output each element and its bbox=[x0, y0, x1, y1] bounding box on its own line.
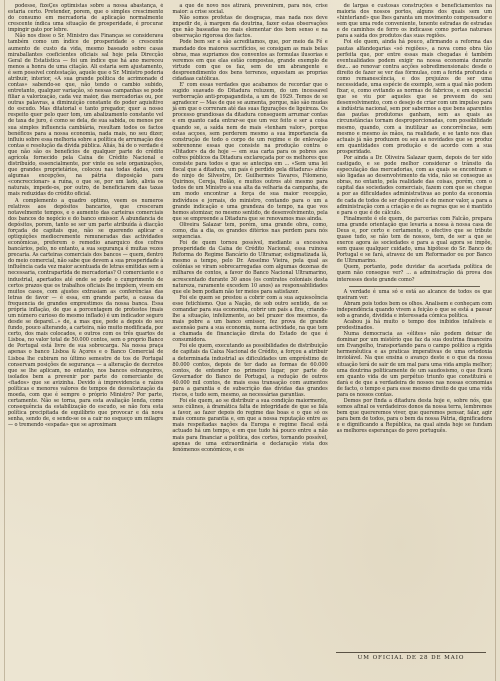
signature-title: UM OFICIAL DE 28 DE MAIO bbox=[357, 655, 465, 661]
paragraph: Não nos disse o Sr. Ministro das Finanças se considerava também como um índice de prosperidade o crescente aumento de custo da vida, mesmo baseado sobre casas miraballantes coeficientes oficiais sal hoje pela Direcção Geral de Estatística — foi um índice que há ano mereceu menos a honra de uma citação. Ali estaria sem ajustamento, é sem possivel contestação, aquele que o Sr. Ministro poderia atribuir, interior, «A sua grande política de acrimonade d contas» sabendo-se que, não tendo o cambio subido, entretanto, qualquer variação, só nessas campanhas se pode filiar a valorização, cada vez maior, das mercadorias ou, por outras palavras, a diminuição constante do poder aquisitivo do escudo. Mas ditatorial e tanto pregador, quer a nosso respeito quer pelo quer tom, um abalizamento constante vel de taxa de juro, é como se dela, de sua sabida, ou menos por sua simples influencia cambiária, resultam todos os factos benéficos para a nossa economia, nada mais, no seu dizer, influiu sobre essa melhoria sobre a política de arrumação dos contas e resolução da dívida pública. Aliás, há de o verdade é que não são os benefícios de qualquer parte do crédito agrícola fornecido pela Caixa de Crédito Nacional e distribuído, essencialmente, por vinte ou sete organizações, que grandes proprietários, colocou nas todas dadas, com algumas excepções, na pátria disposição para «concreccionar» a ruína, o que se, por um lado, alivia os naturais, impede-os, por outro, de beneficiarem das taxas mais reduzidas do crédito oficial. bbox=[8, 33, 164, 198]
article-columns bbox=[8, 3, 492, 643]
article-column-1 bbox=[8, 3, 163, 643]
paragraph: Foi ele quem, ainda há pouco, afirmando a reforma das pautas alfandegarias «só regiões», a nova como obra tão perfeita que, por entre essas mais chegadas é também eventualidades podem exigir na nossa economia durante dez... ao renovar contra acções sobredimensionais: desde o direito de fazer se ver das fórmulas, com a ferida profunda e como remanescência, e dos prejuízos de ser uma necessidade, uma espécie de exemplo, sem a qual não podem fixar, e, como evitando as normas de fabricos, e em especial que se viu por aqueles que se preveem do seu desenvolvimento, com o desejo de criar com um impulso para a indústria nacional, sem por sabermos a que bens aparentes das pautas produtoras ganham, sem as quais as circunstâncias tornam desproporcionadas, com possibilidade mesmo, quando, com a inutilizar as concorrências, sem mesmo e mesmo às mãos, na realidade, e se tanto nos dias actuais já não produzem ou seu as novidades que se produz em quantidades com produção e de acordo com a sua prosperidade. bbox=[336, 39, 492, 155]
paragraph: Por ainda a Dr. Oliveira Salazar quem, depois de ter sido castigado, e se pode melhor considerar o trânsito da especulação das mercadorias, com as quais se encontram e são ligadas ao desenvolvimento da vida, não se consegue as obras, no entanto, pela realidade das coisas, porém, com o capital das sociedades comerciais, fazem com que se chegue a por as dificuldades administrativas ao ponto da economia de cada de todos de ser disponível e de menor valor, a para a administração com a criação e de as regras que se é mantido e para o que é de cálculo. bbox=[336, 154, 492, 216]
paragraph: Foi ele quem se prestou a cobrir com a sua aquiescência esse fetichismo. Que a Nação, de sob outro sentido, de se comandar para sua economia, cobrir um país a fins, criando-lhe a situação, infelizmente, ao bel prazer dos mesmos, da mais pobre a um banco emissor, fez prova de grande ascensão para a sua economia, numa actividade, na que tem a chamada de financiação direta do Estado de que é consumidora. bbox=[172, 294, 328, 344]
paragraph: Acabou já há muito o tempo dos inibidos infalíveis e predestinados. bbox=[336, 318, 492, 332]
paragraph: A verdade é uma só e está ao alcance de todos os que queiram ver. bbox=[336, 288, 492, 301]
paragraph: a que de novo nos atirará, prevenirem, para nós, crise maior: a crise social. bbox=[172, 3, 328, 16]
paragraph: Oliveira Salazar tem, porém, uma grande obra, como, como, dia a dia, os grandes ditérios nas perdem para nós sequencias. bbox=[172, 221, 328, 240]
paragraph: Finalmente é ele quem, de parcerias com Falcão, prepara uma grande orientação que levaria a nossa à nossa casa de Deus e, por certo e certamente, o efectivo que se tribute quase tudo, se não tem de nossos, tem, de ser a que se exerce agora às sociedades e para a qual agora se impõe, sem quase qualquer cuidado, uma hipótese do Sr. Banco de Portugal e se fará, atravez de um Reformador ou por Banco de Ultramarino. bbox=[336, 215, 492, 265]
paragraph: E' com essas verdades que acabamos de recordar que o sugido suavado do Ditadura reluzem, do um incessavel verborração anti-propagandista, a um de 1929. Temos de se agradecer — Mas de que se aumenta, porque, não são mudas já em que o correram até das suas figurações de ligeireza. Os processo grandiosas da ditadura conseguem arrumar contas e em quanto cada entrar-se que um vez feito e ser a coisa quando se, a saída nem de mais «tenham valor», porque estas acçoes, sem perderem mesmo a sua importancia da construção de todo o corpo de um regime e de enlevação sobrenonne essas que consiste na produção contra o «Ditador» da de hoje — em sua carta para os pobres aos cofres públicos da Ditadura exclareçada por os melhores que consiste para todos e que se antecipa em ... «Sem uma lei fiscal que a ditadura, um país é perdido pela ditadura» atrás do ninjo de Silvestre, Dr. Guilhermes Tavares, Filomeno, Quirinos, Cereja, Rolão, e muitos outros até mesmo para todos de um Ministro a sua alta da velharia da campanha, de um modo encontrar a força de sua maior recepção, indivíduos e jornais, do ministro, contando para o um a grande indicação e uma grandeza do tempo, na que vos hemos atomizar, no mesmo sentido, de desenvolvimento, pela que se empreende a Ditadura que se renovamos mas ainda. bbox=[172, 82, 328, 222]
paragraph: Foi ele quem, ao se distribuir a sua condição maiormente, seus cúlines, à dramática falta de integridade de que se fala a favor, ao fazer depois do regime das boas e o que só os mais comuns garantia e, em que a nossa reputação entre as mais respeitadas nações da Europa e regime fiscal está actuado há um tempo, e em que tudo há pouco entre a não mais para financiar a política, dos cortes, tornando possível, apenas de uma extraordinária e declaração vista dos fenómenos económicos, e os bbox=[172, 398, 328, 453]
paragraph: Não somos profetas de desgraças, mas nada nos deve impedir de, à margem da doutrina, fazer estas observações que não baseadas no mais elementar dos bom senso e na observação rigorosa dos factos. bbox=[172, 15, 328, 40]
paragraph: Foi ele quem, executando as possibilidades de distribuição de capitais da Caixa Nacional de Crédito, a forçou a atribuir a determinada industrial as dificuldades um empréstimo de 80.000 contos, depois de ter dado as formas de 60.000 contos, de entender no primeiro lugar, por parte do Governador do Banco de Portugal, a redução de outros 40.000 mil contos, de mais essa transação com aumentos para a garantia e de subscrição das dívidas das grandes riscos, e tudo sem, mesmo, as necessárias garantias. bbox=[172, 343, 328, 398]
paragraph: Pode bem ser e são acreditamos, que, por meio da Fé e mandado dos maiores sacrifícios, se consigam as mais belas obras, mas supriamos dos conventos as formulas ilusorias e veremos em que elas estão compostas, grande exemplo de virtude com que os faz, sem de um abrangente e despreendimento dos bens terrenos, equestam as proprias cidadaas católicas. bbox=[172, 39, 328, 82]
article-column-3 bbox=[337, 3, 492, 643]
section-divider bbox=[349, 286, 480, 287]
paragraph: Foi de quem tornou possível, mediante a excessiva prosperidade da Caixa de Crédito Nacional, essa ruinosa Reforma do Regime Bancário do Ultramar, estigmatizada lá, mesmo a tempo, pelo Dr. Anselmo Vieira, pela qual as colónias se viram sobrecarregadas com algumas dezenas de milhares de contos, a favor do Banco Nacional Ultramarino, acrescentado durante 30 anos (os contratos coloniais desta natureza, raramente excedem 10 anos) as responsabilidades que ele bem podiam não ter meios para satisfazer. bbox=[172, 240, 328, 295]
paragraph: A complemento a quadro optimo, veem os numeros relativos aos depósitos bancarios, que cresceram notavelmente tempos, e o aumento das carteiras comerciais dos bancos do negócio e do banco emissor. A abundancia de depósitos, porem, tanto se ser um parte atribuída à diacção forçada de capitais que, não se querendo aplicar e optiquições mediocremente remuneradas das actividades econômicas, preferem o remedio anarquico dos cofres bancários, pelo, no entanto, a sua segurança é muitas vezes precaria. As carteiras comerciais dos bancos — quem, dentro do meio comercial, não sabe que devem a sua prosperidade à influência cada vez maior acentuada de letras emitidas sem a necessaria, contrapartida de mercadorias? O comerciante e o industrial, apertados até onde se pode o cumprimento de certos prazos que os trabalhos oficiais lhe impõem, vivem em muitos casos, com ajustes extrasiam as conferências das letras de favor — é essa, em grande parte, a causa da frequencia de grandes emprestimos da nossa banca. Essa própria inflação, de que a porcentagem de protestos (mais um número curioso do mesmo inflado) é um indicador seguro desde se deparel...» de, a mas que, pede a depois do seu fundo, pouco alterando, a carteira, não muito modificada, por certo, dos mais colocados, e outros com os três quartos de Lisboa, no valor total de 50.000 contos, sem o proprio Banco de Portugal está livre de sua sobrecarga. Na nossa praça apenas o banco Lisboa & Açores e o Banco Comercial de Lisboa lhe cubiram no último semestre de tos de Portugal conservam posições de segurança — a alteração de decretos que se lhe aplicam, no entanto, nos bancos estrangeiros, isolados bem a prevenir por parte do comerciante de «fiados» que se avizinha. Devido à imprevidencia e raízes políticas e menores valores de tempos de desvalorização da moeda, com que é sempre o próprio Ministro? Por parte, certamente. Não se torna, para esta avaliação lenda, como consequência da estabilização do escudo, se não fora esta política precipitada de equilíbrio que provocar e dá nova senha, sendo de, e sendo-se os a cair no esqueço um milagre — o tremendo «espada» que se aproximam bbox=[8, 197, 164, 429]
article-column-2 bbox=[172, 3, 327, 643]
page-edge-right bbox=[495, 0, 496, 681]
page-edge-left bbox=[4, 0, 5, 681]
paragraph: de largas e custosas construções e beneficiamentos na maioria dos nossos portos, alguns dos quais sem um «hinterland» que lhes garanta um movimento compensador e sem que uma rede conveniente, tenente estradas de estradas e de caminhos de ferro os indicasse como portas naturaes para a saida dos produtos das suas regiões. bbox=[336, 3, 492, 40]
signature-rule bbox=[336, 652, 486, 653]
paragraph: Numa democracia as «élites» não podem deixar de dominar por um mistério que faz da sua doutrina financeira um Evangelho, transportando para o campo político a rigida hermenêutica e as praticas imperativas de uma ortodoxia inviolável. Na que ensina o avanço deste e o que da nossa situação terá de sair de um mal para uma vida ampla melhor; uma doutrina politicamente de um saudosismo, o que ficará em quanto vida de um perpétuo triunfo que constituirá e dará e de que a verdadeira de nossos nas nossas economias de facto, o tempo e para esse mesmo direito de que uma vida para os nossos contas. bbox=[336, 331, 492, 398]
paragraph: podesse, fizeÇes optimistas sobre a nossa abastança, é estaria certo. Pretender, porem, que o simples crescimento do consumo em mercadoria de aplicação normalmente crescente índica uma situação de prosperidade, é procurar impingir gato por lebre. bbox=[8, 3, 164, 34]
paragraph: Demos por finda a ditadura desta hoje e, sobre nós, que somos afinal os verdadeiros donos da nossa terra, lembremos bem que quereremos viver, que queremos pensar, falar, agir para bem de todos, para o bem da nossa Pátria, dignificadora e e dignificando a República, na qual ainda hoje se fundam as melhores esperanças do povo português. bbox=[336, 398, 492, 435]
paragraph: Abram pois todos bem os olhos. Analisem e conheçam com independência quando vivem a feição o que se está a passar sob a grande, dividida e interessada cómica política. bbox=[336, 300, 492, 319]
paragraph: Quem, portanto, pode duvidar da acertada política de quem não consegue ver? ... a adminstração dá prova dos interesses deste grande como? bbox=[336, 264, 492, 283]
